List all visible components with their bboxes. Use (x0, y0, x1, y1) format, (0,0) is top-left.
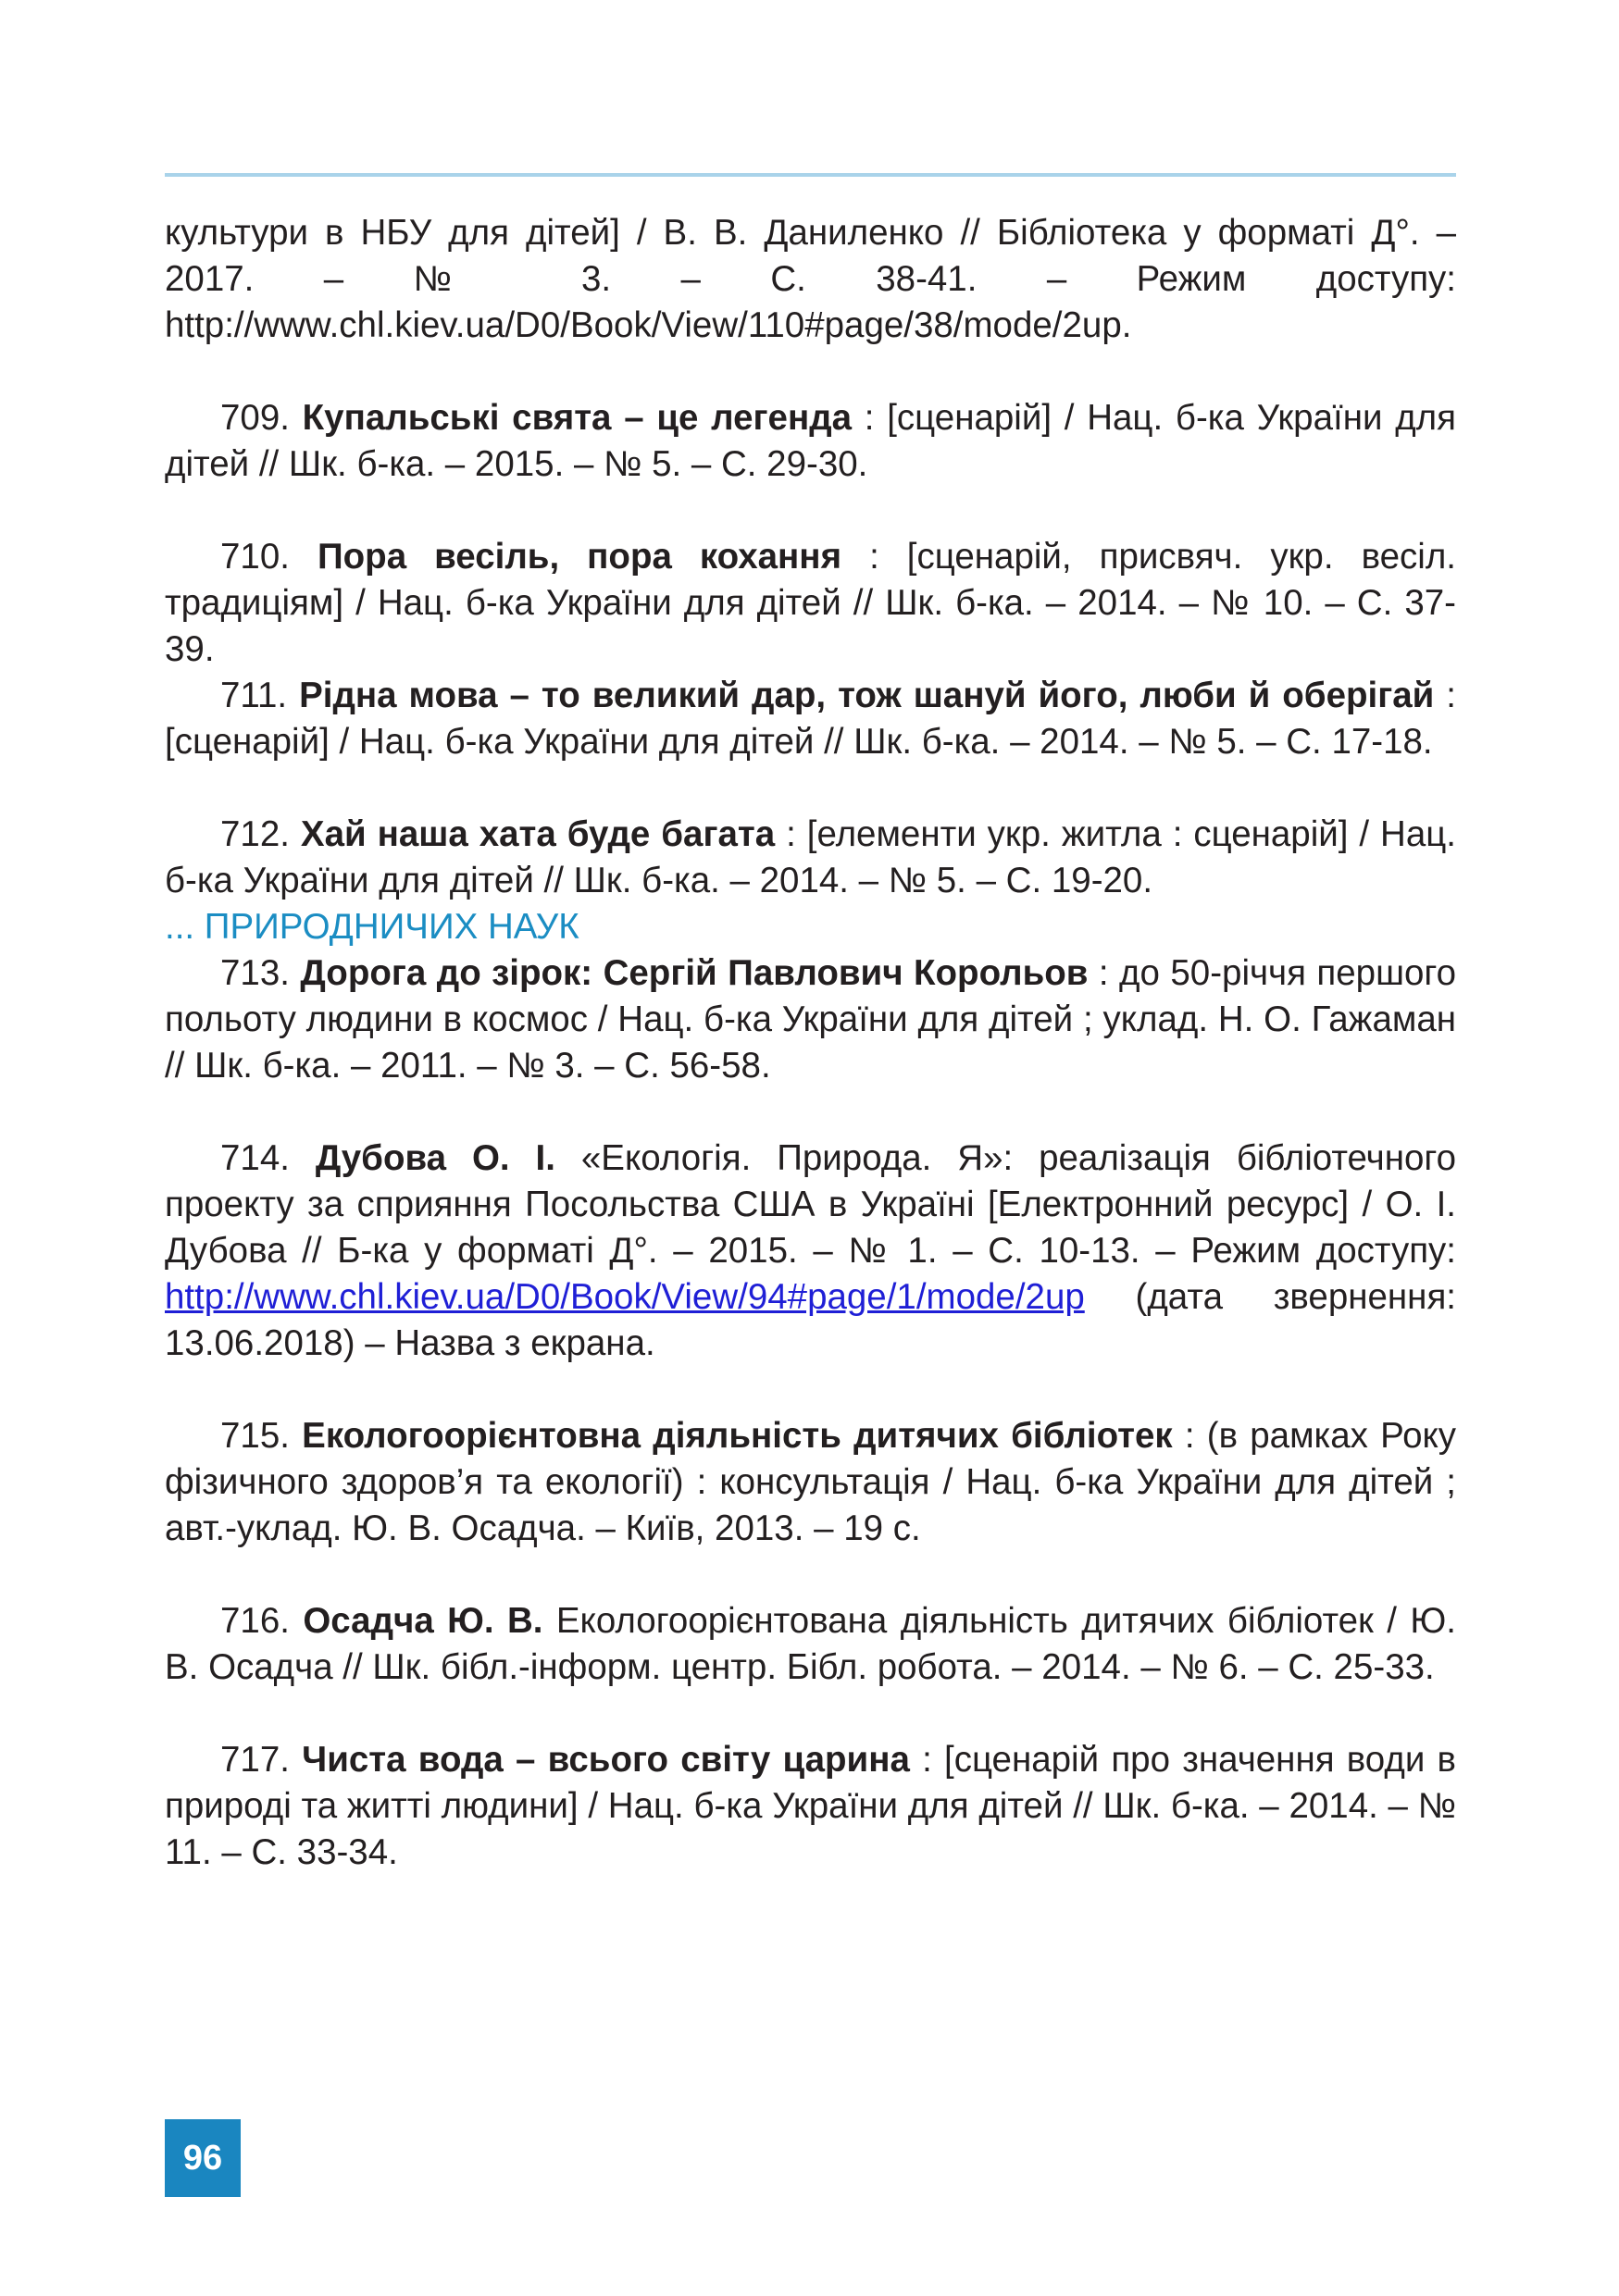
header-rule (165, 173, 1456, 177)
entry-details: «Екологія. Природа. Я»: реалізація бібліотечного проекту за сприяння Посольства США в Україні [Електронний ресурс] / О. І. Дубова // Б-ка у форматі Д°. – 2015. – № 1. – С. 10-13. – Режим доступу: (165, 1138, 1456, 1271)
bibliography-entry-711 (165, 673, 1456, 765)
entry-details: Екологоорієнтована діяльність дитячих бібліотек / Ю. В. Осадча // Шк. бібл.-інформ. центр. Бібл. робота. – 2014. – № 6. – С. 25-33. (165, 1601, 1456, 1687)
page-number-badge: 96 (165, 2119, 241, 2197)
entry-details: : до 50-річчя першого польоту людини в космос / Нац. б-ка України для дітей ; уклад. Н. О. Гажаман // Шк. б-ка. – 2011. – № 3. – С. 56-58. (165, 953, 1456, 1086)
resource-link[interactable]: http://www.chl.kiev.ua/D0/Book/View/94#page/1/mode/2up (165, 1277, 1085, 1317)
bibliography-entry-716 (165, 1598, 1456, 1691)
entry-title: Дубова О. І. (315, 1138, 555, 1178)
entry-title: Рідна мова – то великий дар, тож шануй його, люби й оберігай (299, 676, 1435, 715)
bibliography-entry-710 (165, 534, 1456, 673)
bibliography-entry-712 (165, 812, 1456, 904)
entry-number: 716. (220, 1601, 290, 1641)
entry-number: 714. (220, 1138, 290, 1178)
entry-details: : [сценарій про значення води в природі та житті людини] / Нац. б-ка України для дітей // Шк. б-ка. – 2014. – № 11. – С. 33-34. (165, 1740, 1456, 1872)
continuation-paragraph: культури в НБУ для дітей] / В. В. Даниленко // Бібліотека у форматі Д°. – 2017. – № 3. – С. 38-41. – Режим доступу: http://www.chl.kiev.ua/D0/Book/View/110#page/38/mode/2up. (165, 213, 1456, 345)
bibliography-entry-709 (165, 395, 1456, 488)
bibliography-entry-717 (165, 1737, 1456, 1876)
entry-title: Осадча Ю. В. (303, 1601, 543, 1641)
entry-title: Чиста вода – всього світу царина (302, 1740, 910, 1780)
entry-details: : [сценарій] / Нац. б-ка України для дітей // Шк. б-ка. – 2014. – № 5. – С. 17-18. (165, 676, 1456, 762)
bibliography-content (165, 210, 1456, 1876)
bibliography-entry-714 (165, 1136, 1456, 1367)
entry-title: Екологоорієнтовна діяльність дитячих бібліотек (302, 1416, 1173, 1456)
entry-number: 709. (220, 398, 290, 438)
entry-title: Хай наша хата буде багата (300, 814, 776, 854)
section-heading: ... ПРИРОДНИЧИХ НАУК (165, 907, 579, 947)
bibliography-entry-713 (165, 950, 1456, 1089)
entry-details: : [сценарій] / Нац. б-ка України для дітей // Шк. б-ка. – 2015. – № 5. – С. 29-30. (165, 398, 1456, 484)
entry-title: Купальські свята – це легенда (302, 398, 853, 438)
entry-number: 715. (220, 1416, 290, 1456)
entry-number: 710. (220, 537, 290, 577)
bibliography-entry-715 (165, 1413, 1456, 1552)
entry-number: 713. (220, 953, 290, 993)
entry-title: Пора весіль, пора кохання (317, 537, 842, 577)
entry-details: : (в рамках Року фізичного здоров’я та екології) : консультація / Нац. б-ка України для дітей ; авт.-уклад. Ю. В. Осадча. – Київ, 2013. – 19 с. (165, 1416, 1457, 1548)
entry-number: 712. (220, 814, 290, 854)
entry-number: 711. (220, 676, 288, 715)
entry-title: Дорога до зірок: Сергій Павлович Корольов (300, 953, 1089, 993)
entry-number: 717. (220, 1740, 290, 1780)
entry-details: : [сценарій, присвяч. укр. весіл. традиціям] / Нац. б-ка України для дітей // Шк. б-ка. – 2014. – № 10. – С. 37-39. (165, 537, 1456, 669)
entry-details: : [елементи укр. житла : сценарій] / Нац. б-ка України для дітей // Шк. б-ка. – 2014. – № 5. – С. 19-20. (165, 814, 1456, 900)
entry-details-after-link: (дата звернення: 13.06.2018) – Назва з екрана. (165, 1277, 1456, 1363)
